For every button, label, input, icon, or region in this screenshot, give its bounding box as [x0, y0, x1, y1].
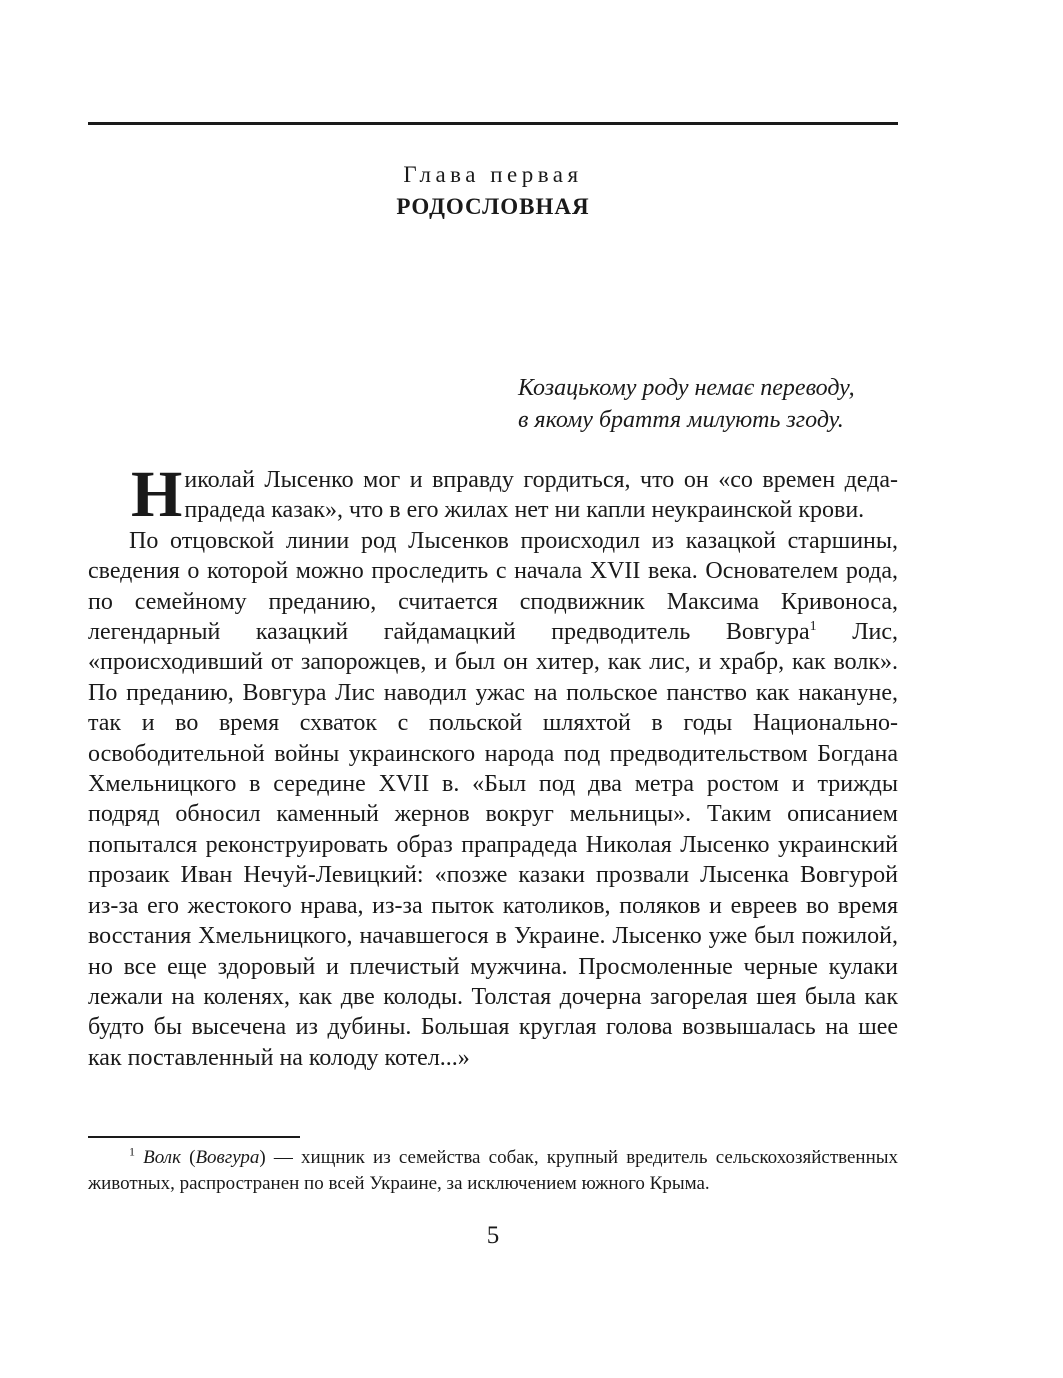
paragraph-text: Лис, «происходивший от запорожцев, и был он хитер, как лис, и храбр, как волк». По преданию, Вовгура Лис наводил ужас на польское панство как накануне, так и во время схваток с польской шляхтой в годы Национально-освободительной войны украинского народа под предводительством Богдана Хмельницкого в середине XVII в. «Был под два метра ростом и трижды подряд обносил каменный жернов вокруг мельницы». Таким описанием попытался реконструировать образ прапрадеда Николая Лысенко украинский прозаик Иван Нечуй-Левицкий: «позже казаки прозвали Лысенка Вовгурой из-за его жестокого нрава, из-за пыток католиков, поляков и евреев во время восстания Хмельницкого, начавшегося в Украине. Лысенко уже был пожилой, но все еще здоровый и плечистый мужчина. Просмоленные черные кулаки лежали на коленях, как две колоды. Толстая дочерна загорелая шея была как будто бы высечена из дубины. Большая круглая голова возвышалась на шее как поставленный на колоду котел...» — [88, 619, 898, 1071]
footnote-paren: ( — [180, 1147, 196, 1168]
epigraph-line: в якому браття милують згоду. — [518, 407, 844, 433]
epigraph — [518, 372, 898, 436]
footnote-reference[interactable]: 1 — [809, 619, 817, 635]
paragraph — [88, 526, 898, 1073]
paragraph — [88, 458, 898, 531]
top-rule — [88, 122, 898, 125]
body-text — [88, 458, 898, 1073]
footnote-text: ) — хищник из семейства собак, крупный вредитель сельскохозяйственных животных, распространен по всей Украине, за исключением южного Крыма. — [88, 1147, 899, 1194]
page-number: 5 — [486, 1222, 500, 1249]
footnote-number: 1 — [129, 1144, 135, 1159]
drop-cap: Н — [131, 458, 183, 531]
footnote-rule — [88, 1136, 300, 1138]
paragraph-text: По отцовской линии род Лысенков происходил из казацкой старшины, сведения о которой можно проследить с начала XVII века. Основателем рода, по семейному преданию, считается сподвижник Максима Кривоноса, легендарный казацкий гайдамацкий предводитель Вовгура — [88, 527, 898, 646]
footnote-term-alt: Вовгура — [195, 1147, 260, 1168]
chapter-title: РОДОСЛОВНАЯ — [396, 194, 590, 219]
epigraph-line: Козацькому роду немає переводу, — [518, 375, 855, 401]
chapter-label: Глава первая — [403, 162, 583, 187]
footnote — [88, 1145, 898, 1197]
paragraph-text: иколай Лысенко мог и вправду гордиться, что он «со времен деда-прадеда казак», что в его жилах нет ни капли неукраинской крови. — [184, 467, 898, 524]
footnote-term: Волк — [143, 1147, 181, 1168]
